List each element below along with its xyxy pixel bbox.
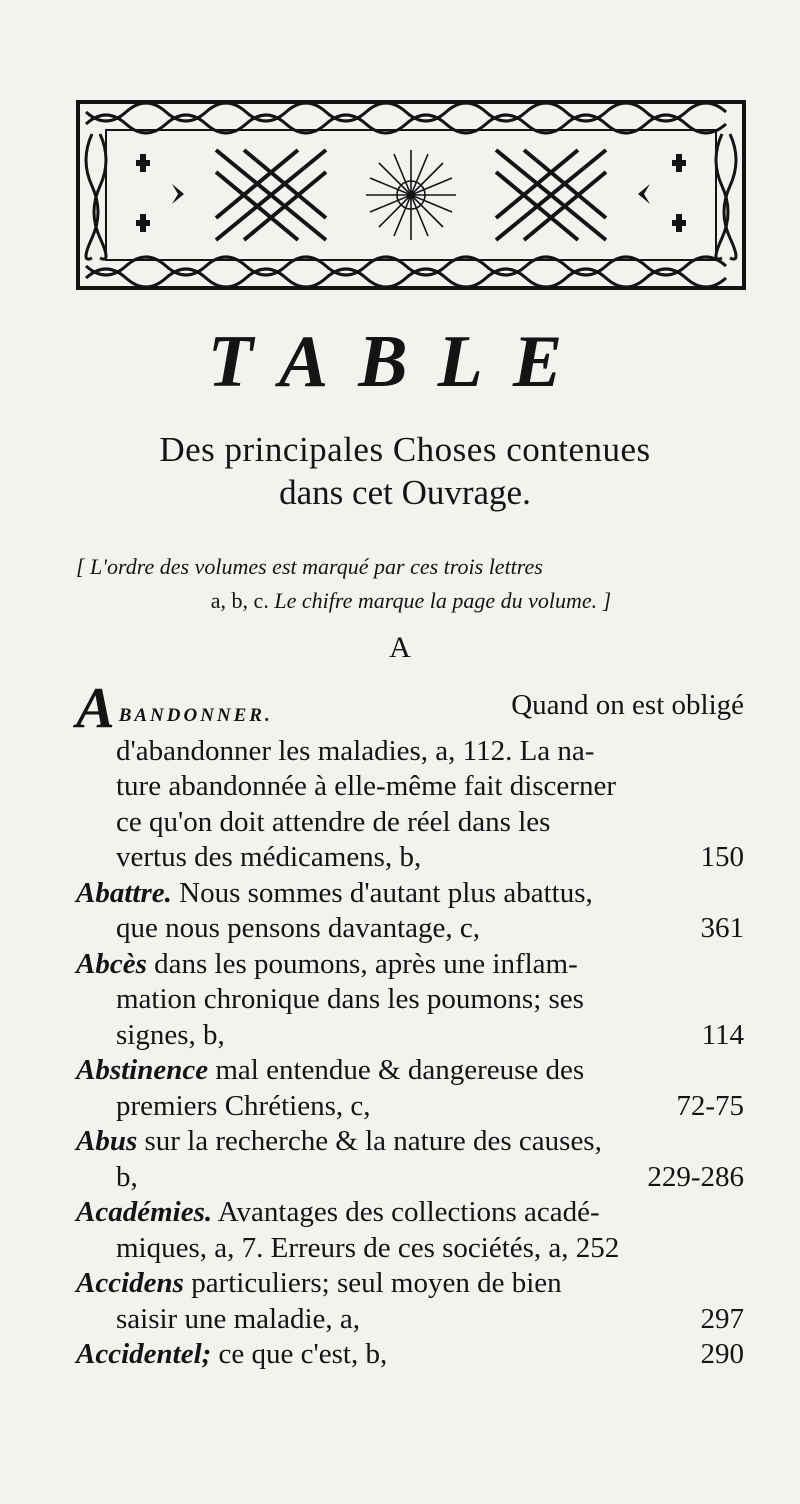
entry-text: premiers Chrétiens, c, [116,1089,371,1122]
entry-text: ce qu'on doit attendre de réel dans les [116,805,551,838]
index-entry-accidens [76,1266,744,1337]
entry-line [76,1053,744,1089]
index-entry-abstinence [76,1053,744,1124]
page-subtitle [70,428,740,514]
entry-text: miques, a, 7. Erreurs de ces sociétés, a, 252 [116,1231,620,1264]
note-volume-letters: a, b, c. [210,588,269,613]
entry-line [76,1160,744,1196]
entry-line [76,1302,744,1338]
entry-text: ce que c'est, b, [218,1338,388,1370]
entry-text: mation chronique dans les poumons; ses [116,983,584,1015]
entry-line [76,876,744,912]
entry-text: vertus des médicamens, b, [116,841,422,873]
page-title: TABLE [207,321,593,403]
entry-headword: Académies. [76,1196,213,1228]
subtitle-line-2: dans cet Ouvrage. [279,473,531,512]
entry-text: d'abandonner les maladies, a, 112. La na- [116,734,595,767]
entry-text: particuliers; seul moyen de bien [191,1267,562,1299]
entry-text: sur la recherche & la nature des causes, [144,1125,602,1157]
index-entry-abattre [76,876,744,947]
index-entry-abus [76,1124,744,1195]
entry-line [76,982,744,1018]
index-entry-abces [76,947,744,1054]
entry-line [76,1266,744,1302]
entry-text: ture abandonnée à elle-même fait discerner [116,770,616,802]
decorative-headpiece [76,100,746,290]
entry-headword: Abus [76,1125,138,1157]
entry-line [76,840,744,876]
page-reference: 361 [700,912,744,944]
entry-headword: Abattre. [76,876,172,909]
subtitle-line-1: Des principales Choses contenues [159,430,651,469]
note-page-rule: Le chifre marque la page du volume. ] [274,588,612,613]
index-entry-accidentel [76,1337,744,1373]
drop-capital: A [76,675,115,740]
entry-text: b, [116,1160,138,1193]
entry-text: Avantages des collections acadé- [217,1196,600,1228]
entry-headword: Accidens [76,1267,184,1299]
entry-line [76,911,744,947]
note-line-1: [ L'ordre des volumes est marqué par ces trois lettres [76,554,543,579]
page-reference: 150 [700,841,744,873]
entry-line [76,1337,744,1373]
entry-text: saisir une maladie, a, [116,1302,360,1335]
page-reference: 290 [700,1338,744,1370]
index-entries [76,675,744,1373]
page-reference: 114 [701,1018,744,1051]
page-reference: 297 [700,1302,744,1335]
entry-line [76,805,744,841]
entry-text: Quand on est obligé [511,689,744,721]
entry-text: mal entendue & dangereuse des [215,1054,585,1086]
entry-line [76,1089,744,1125]
entry-line [76,1018,744,1054]
entry-line [76,734,744,770]
entry-headword: Accidentel; [76,1338,212,1370]
entry-text: dans les poumons, après une inflam- [154,947,578,980]
page-reference: 229-286 [647,1160,744,1193]
entry-headword: Abcès [76,947,147,980]
entry-headword: BANDONNER. [118,705,273,726]
entry-text: que nous pensons davantage, c, [116,912,481,944]
entry-line [76,947,744,983]
entry-headword: Abstinence [76,1054,209,1086]
note-line-2 [76,584,746,618]
index-entry-abandonner [76,675,744,876]
page-reference: 72-75 [676,1089,744,1122]
entry-line [76,1231,744,1267]
entry-text: Nous sommes d'autant plus abattus, [179,876,593,909]
entry-text: signes, b, [116,1018,225,1051]
editorial-note [76,550,746,618]
entry-line [76,1195,744,1231]
entry-line [76,675,744,740]
entry-line [76,1124,744,1160]
section-letter: A [389,631,411,664]
index-entry-academies [76,1195,744,1266]
entry-line [76,769,744,805]
